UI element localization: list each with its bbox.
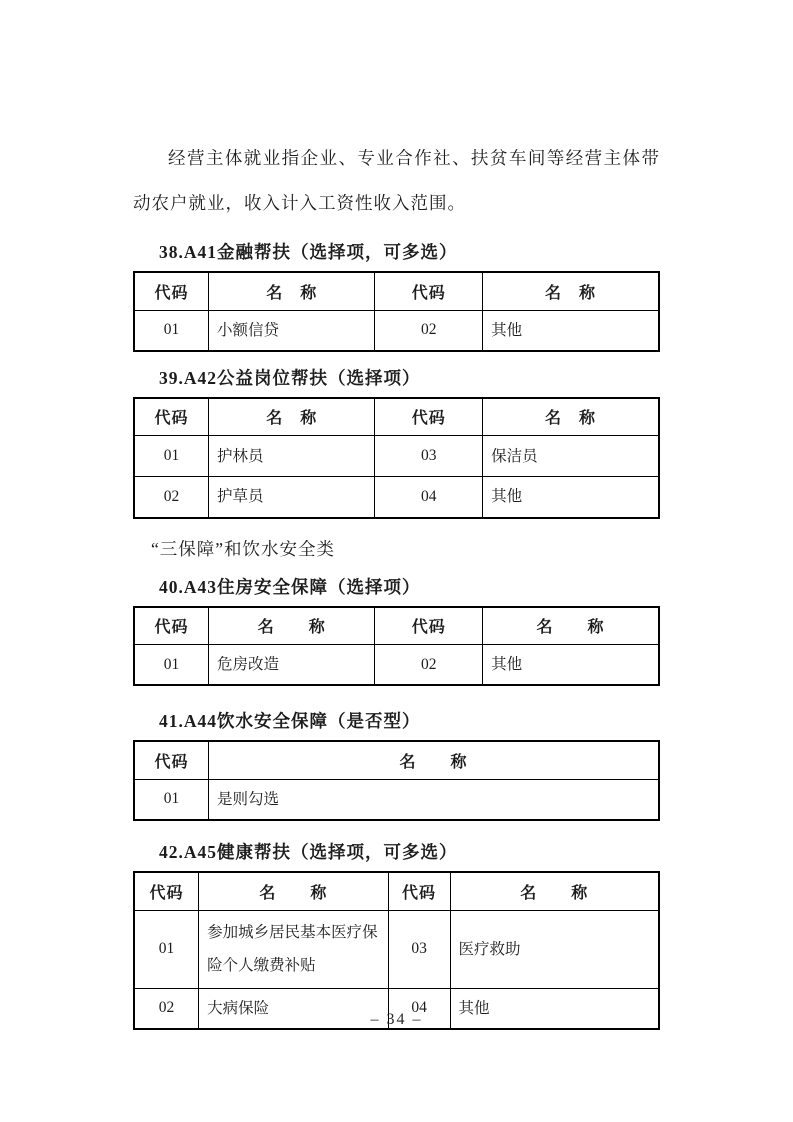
table-cell: 02 [375,645,483,686]
table-header-cell: 代码 [134,272,209,310]
table-cell: 是则勾选 [209,779,659,820]
table-cell: 01 [134,779,209,820]
table-header-cell: 名 称 [209,398,375,436]
table-row [134,477,659,518]
table-cell: 02 [375,310,483,351]
table-header-cell: 代码 [375,272,483,310]
table-cell: 护林员 [209,436,375,477]
table-cell: 大病保险 [199,988,389,1029]
table-header-cell: 名 称 [450,872,659,910]
section-40 [133,574,660,687]
table-cell: 02 [134,477,209,518]
table-cell: 保洁员 [483,436,659,477]
table-cell: 医疗救助 [450,910,659,988]
table-row [134,910,659,988]
section-38 [133,239,660,352]
code-table-42 [133,871,660,1030]
section-41 [133,708,660,821]
page-number: – 34 – [370,1011,423,1028]
section-title: 41.A44饮水安全保障（是否型） [159,711,421,731]
table-header-cell: 名 称 [483,398,659,436]
section-title: 38.A41金融帮扶（选择项，可多选） [159,242,458,262]
table-cell: 小额信贷 [209,310,375,351]
table-cell: 01 [134,310,209,351]
section-title: 40.A43住房安全保障（选择项） [159,576,421,597]
section-42 [133,839,660,1030]
code-table-38 [133,271,660,352]
table-header-cell: 代码 [375,398,483,436]
table-header-cell: 名 称 [483,607,659,645]
table-header-cell: 代码 [134,398,209,436]
code-table-40 [133,606,660,687]
table-cell: 02 [134,988,199,1029]
table-header-cell: 名 称 [209,741,659,779]
table-row [134,779,659,820]
table-row [134,436,659,477]
table-header-cell: 名 称 [209,607,375,645]
table-cell: 护草员 [209,477,375,518]
table-cell: 03 [388,910,450,988]
table-cell: 01 [134,645,209,686]
table-row [134,310,659,351]
table-header-cell: 代码 [375,607,483,645]
table-header-cell: 名 称 [199,872,389,910]
table-cell: 其他 [450,988,659,1029]
table-row [134,645,659,686]
table-header-cell: 名 称 [209,272,375,310]
table-header-cell: 代码 [134,872,199,910]
table-cell: 危房改造 [209,645,375,686]
code-table-39 [133,397,660,519]
table-header-cell: 代码 [134,607,209,645]
table-cell: 其他 [483,310,659,351]
table-cell: 03 [375,436,483,477]
code-table-41 [133,740,660,821]
table-cell: 01 [134,910,199,988]
body-paragraph: 经营主体就业指企业、专业合作社、扶贫车间等经营主体带动农户就业，收入计入工资性收入范围。 [133,148,660,213]
table-cell: 01 [134,436,209,477]
table-cell: 04 [388,988,450,1029]
section-39 [133,365,660,519]
category-label: “三保障”和饮水安全类 [151,538,336,559]
section-title: 42.A45健康帮扶（选择项，可多选） [159,842,458,862]
table-cell: 参加城乡居民基本医疗保险个人缴费补贴 [199,910,389,988]
table-header-cell: 代码 [134,741,209,779]
table-cell: 其他 [483,645,659,686]
table-cell: 其他 [483,477,659,518]
table-cell: 04 [375,477,483,518]
section-title: 39.A42公益岗位帮扶（选择项） [159,367,421,388]
table-header-cell: 代码 [388,872,450,910]
table-header-cell: 名 称 [483,272,659,310]
